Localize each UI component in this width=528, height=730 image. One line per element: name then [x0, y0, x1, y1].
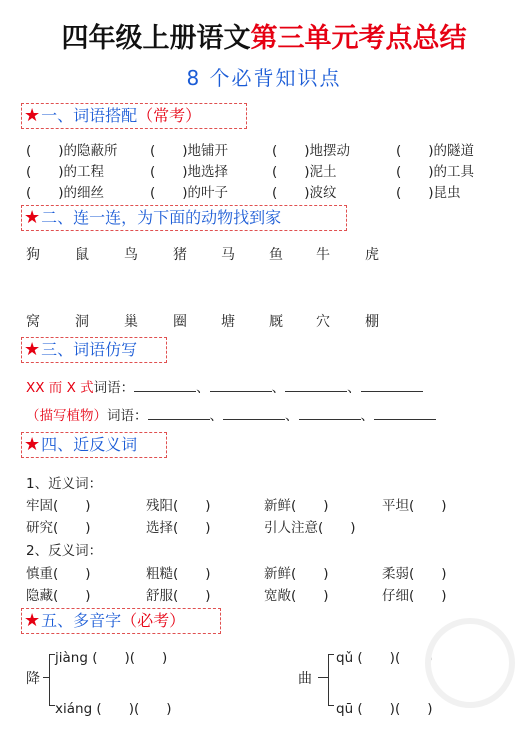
polyphone-reading: qū ( )( )	[336, 701, 433, 717]
collocation-item: ( )的隧道	[396, 143, 475, 159]
answer-blank[interactable]	[223, 407, 285, 420]
section-1-extra: （常考）	[137, 106, 202, 125]
antonym-item: 隐藏( )	[26, 588, 91, 604]
imitation-label-2: 词语：	[107, 408, 148, 424]
answer-blank[interactable]	[148, 407, 210, 420]
section-4-header	[21, 432, 167, 458]
home-word: 棚	[365, 314, 379, 330]
animal-word: 鸟	[124, 247, 138, 263]
star-icon: ★	[24, 207, 41, 228]
section-2-header	[21, 205, 347, 231]
polyphone-reading: jiàng ( )( )	[55, 650, 168, 666]
synonym-item: 残阳( )	[146, 498, 211, 514]
page-title	[0, 16, 528, 55]
answer-blank[interactable]	[210, 379, 272, 392]
separator: 、	[360, 408, 374, 424]
section-3-label: 三、词语仿写	[41, 340, 138, 359]
polyphone-char: 降	[26, 671, 40, 687]
title-part-2: 第三单元考点总结	[250, 23, 467, 54]
collocation-item: ( )的叶子	[150, 185, 229, 201]
antonym-item: 粗糙( )	[146, 566, 211, 582]
bracket-tick	[328, 654, 334, 655]
bracket-stem	[318, 677, 328, 678]
animal-word: 马	[221, 247, 235, 263]
home-word: 厩	[269, 314, 283, 330]
star-icon: ★	[24, 434, 41, 455]
section-5-header	[21, 608, 221, 634]
synonym-heading: 1、近义词：	[26, 476, 103, 492]
watermark	[425, 618, 515, 708]
animal-word: 虎	[365, 247, 379, 263]
bracket	[328, 654, 329, 705]
imitation-line-1	[26, 376, 423, 396]
separator: 、	[285, 408, 299, 424]
animal-word: 牛	[316, 247, 330, 263]
separator: 、	[209, 408, 223, 424]
synonym-item: 牢固( )	[26, 498, 91, 514]
synonym-item: 平坦( )	[382, 498, 447, 514]
page-subtitle: 8 个必背知识点	[186, 66, 342, 90]
bracket	[49, 654, 50, 705]
separator: 、	[271, 380, 286, 396]
antonym-item: 仔细( )	[382, 588, 447, 604]
antonym-heading: 2、反义词：	[26, 543, 103, 559]
antonym-item: 柔弱( )	[382, 566, 447, 582]
collocation-item: ( )地铺开	[150, 143, 229, 159]
answer-blank[interactable]	[374, 407, 436, 420]
collocation-item: ( )的工程	[26, 164, 105, 180]
section-5-label: 五、多音字	[41, 611, 122, 630]
synonym-item: 选择( )	[146, 520, 211, 536]
polyphone-char: 曲	[298, 671, 312, 687]
collocation-item: ( )的细丝	[26, 185, 105, 201]
section-1-label: 一、词语搭配	[41, 106, 138, 125]
title-part-1: 四年级上册语文	[61, 23, 251, 54]
animal-word: 鼠	[75, 247, 89, 263]
collocation-item: ( )波纹	[272, 185, 337, 201]
star-icon: ★	[24, 339, 41, 360]
imitation-pattern-2: （描写植物）	[26, 408, 107, 424]
collocation-item: ( )地摆动	[272, 143, 351, 159]
home-word: 巢	[124, 314, 138, 330]
star-icon: ★	[24, 105, 41, 126]
imitation-label-1: 词语：	[93, 380, 135, 396]
star-icon: ★	[24, 610, 41, 631]
collocation-item: ( )昆虫	[396, 185, 461, 201]
collocation-item: ( )地选择	[150, 164, 229, 180]
answer-blank[interactable]	[361, 379, 423, 392]
section-1-header	[21, 103, 247, 129]
home-word: 穴	[316, 314, 330, 330]
animal-word: 猪	[173, 247, 187, 263]
animal-word: 狗	[26, 247, 40, 263]
section-3-header	[21, 337, 167, 363]
antonym-item: 慎重( )	[26, 566, 91, 582]
answer-blank[interactable]	[134, 379, 196, 392]
polyphone-reading: qǔ ( )( )	[336, 650, 433, 666]
answer-blank[interactable]	[285, 379, 347, 392]
home-word: 塘	[221, 314, 235, 330]
imitation-pattern-1: XX 而 X 式	[26, 380, 94, 396]
section-2-label: 二、连一连，为下面的动物找到家	[41, 208, 282, 227]
answer-blank[interactable]	[299, 407, 361, 420]
section-4-label: 四、近反义词	[41, 435, 138, 454]
polyphone-reading: xiáng ( )( )	[55, 701, 172, 717]
collocation-item: ( )的工具	[396, 164, 475, 180]
home-word: 圈	[173, 314, 187, 330]
antonym-item: 舒服( )	[146, 588, 211, 604]
antonym-item: 宽敞( )	[264, 588, 329, 604]
section-5-extra: （必考）	[121, 611, 186, 630]
separator: 、	[196, 380, 210, 396]
home-word: 洞	[75, 314, 89, 330]
synonym-item: 新鲜( )	[264, 498, 329, 514]
collocation-item: ( )的隐蔽所	[26, 143, 118, 159]
animal-word: 鱼	[269, 247, 283, 263]
bracket-tick	[328, 705, 334, 706]
separator: 、	[347, 380, 361, 396]
home-word: 窝	[26, 314, 40, 330]
imitation-line-2	[26, 404, 436, 424]
collocation-item: ( )泥土	[272, 164, 337, 180]
synonym-item: 研究( )	[26, 520, 91, 536]
synonym-item: 引人注意( )	[264, 520, 356, 536]
antonym-item: 新鲜( )	[264, 566, 329, 582]
